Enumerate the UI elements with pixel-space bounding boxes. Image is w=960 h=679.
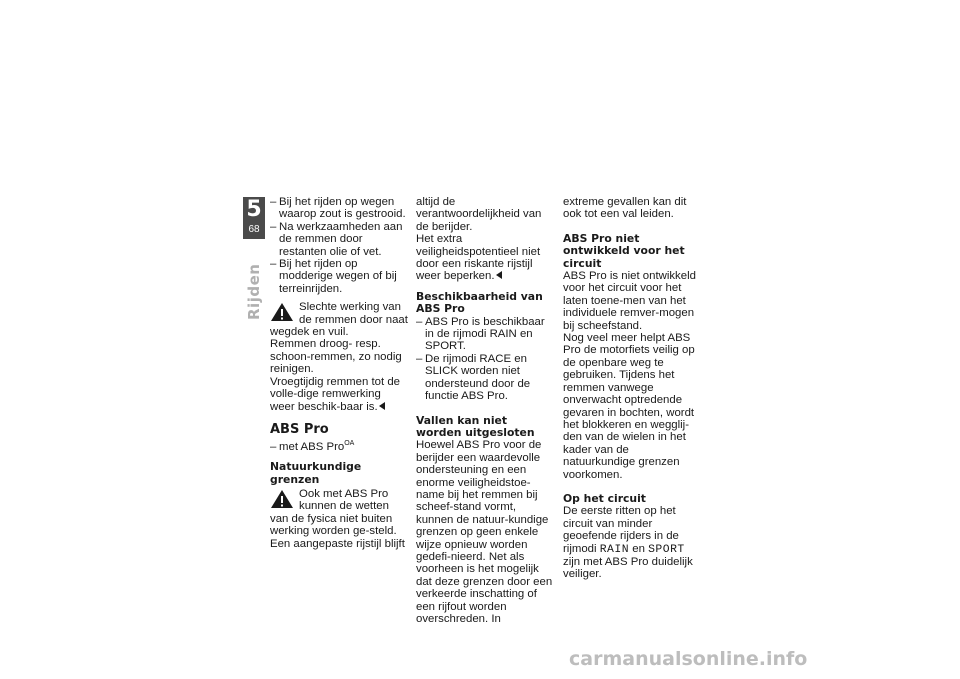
paragraph: De eerste ritten op het circuit van minder geoefende rijders in de rijmodi RAIN en SPORT zijn met ABS Pro duidelijk veiliger.: [563, 505, 693, 581]
end-mark-icon: [379, 402, 385, 410]
list-item: – met ABS Pro$^{OA}$: [270, 438, 408, 453]
heading-vallen: Vallen kan niet worden uitgesloten: [416, 413, 535, 439]
chapter-side-label: Rijden: [245, 263, 263, 320]
chapter-tab: [243, 197, 265, 239]
end-mark-icon: [496, 271, 502, 279]
column-1: [270, 196, 408, 550]
warning-triangle-icon: [270, 301, 294, 323]
paragraph: Het extra veiligheidspotentieel niet door een riskante rijstijl weer beperken.: [416, 233, 541, 283]
warning-triangle-icon: [270, 488, 294, 510]
heading-niet-ontwikkeld: ABS Pro niet ontwikkeld voor het circuit: [563, 231, 685, 270]
mode-sport: SPORT: [648, 543, 685, 556]
column-2: [416, 196, 556, 625]
paragraph: altijd de verantwoordelijkheid van de berijder.: [416, 196, 542, 233]
mode-rain: RAIN: [599, 543, 630, 556]
paragraph: Hoewel ABS Pro voor de berijder een waardevolle ondersteuning en een enorme veiligheidstoe-name bij het remmen bij scheef-stand vormt, kunnen de natuur-kundige grenzen op geen enkele wijze opnieuw worden gedefi-nieerd. Net als voorheen is het mogelijk dat deze grenzen door een verkeerde inschatting of een rijfout worden overschreden. In: [416, 439, 553, 625]
page-number: 68: [248, 224, 260, 235]
warning-block: [270, 488, 408, 550]
warning-text: Slechte werking van de remmen door naat wegdek en vuil.: [270, 301, 408, 339]
paragraph: extreme gevallen kan dit ook tot een val leiden.: [563, 196, 687, 221]
heading-op-het-circuit: Op het circuit: [563, 491, 646, 505]
heading-natuurkundige-grenzen: Natuurkundige grenzen: [270, 460, 362, 486]
list-item: – Bij het rijden op modderige wegen of bij terreinrijden.: [270, 258, 408, 295]
list-item: – Bij het rijden op wegen waarop zout is gestrooid.: [270, 196, 408, 221]
column-3: [563, 196, 703, 581]
list-item: – ABS Pro is beschikbaar in de rijmodi RAIN en SPORT.: [416, 316, 556, 353]
list-item: – Na werkzaamheden aan de remmen door restanten olie of vet.: [270, 221, 408, 258]
paragraph: Nog veel meer helpt ABS Pro de motorfiets veilig op de openbare weg te gebruiken. Tijdens het remmen vanwege onverwacht optredende gevaren in bochten, wordt het blokkeren en wegglij-den van de wielen in het kader van de natuurkundige grenzen voorkomen.: [563, 332, 695, 481]
list-item: – De rijmodi RACE en SLICK worden niet ondersteund door de functie ABS Pro.: [416, 353, 556, 403]
watermark: carmanualsonline.info: [569, 648, 808, 670]
paragraph: ABS Pro is niet ontwikkeld voor het circuit voor het laten toene-men van het individuele remver-mogen bij scheefstand.: [563, 270, 696, 332]
paragraph: Remmen droog- resp. schoon-remmen, zo nodig reinigen.: [270, 338, 402, 376]
warning-text: Ook met ABS Pro kunnen de wetten van de fysica niet buiten werking worden ge-steld. Een aangepaste rijstijl blijft: [270, 487, 405, 550]
heading-abs-pro: ABS Pro: [270, 421, 329, 437]
warning-block: [270, 301, 408, 338]
heading-beschikbaarheid: Beschikbaarheid van ABS Pro: [416, 289, 543, 316]
paragraph: Vroegtijdig remmen tot de volle-dige remwerking weer beschik-baar is.: [270, 375, 401, 413]
chapter-number: 5: [246, 197, 262, 222]
